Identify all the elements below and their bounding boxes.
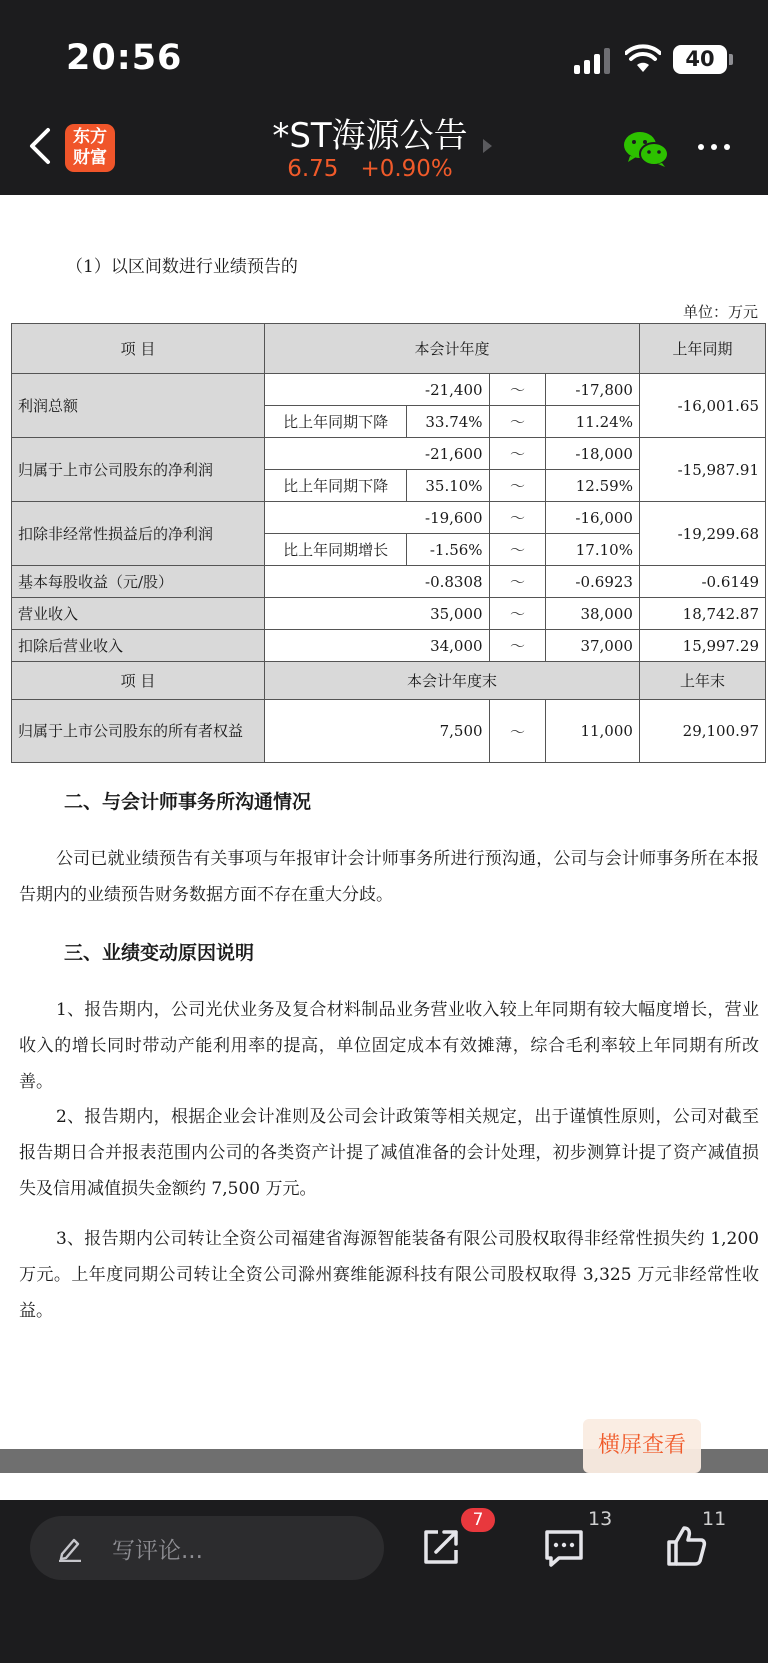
- top-bar: [0, 0, 768, 195]
- forecast-subheading: （1）以区间数进行业绩预告的: [66, 257, 298, 277]
- cell-tilde: ～: [489, 630, 546, 662]
- cell-high: -17,800: [546, 374, 640, 406]
- bottom-action-bar: [0, 1500, 768, 1663]
- cell-tilde: ～: [489, 700, 546, 763]
- cell-sub-label: 比上年同期下降: [265, 406, 407, 438]
- cell-sub-high: 17.10%: [546, 534, 640, 566]
- section-3-paragraph-2: 2、报告期内，根据企业会计准则及公司会计政策等相关规定，出于谨慎性原则，公司对截至报告期日合并报表范围内公司的各类资产计提了减值准备的会计处理，初步测算计提了资产减值损失及信用减值损失金额约 7,500 万元。: [19, 1107, 759, 1199]
- cell-prior: 18,742.87: [639, 598, 765, 630]
- header-item: 项 目: [12, 324, 265, 374]
- cell-high: -0.6923: [546, 566, 640, 598]
- cell-low: -0.8308: [265, 566, 490, 598]
- cell-low: -21,600: [265, 438, 490, 470]
- cell-low: 7,500: [265, 700, 490, 763]
- cell-prior: -16,001.65: [639, 374, 765, 438]
- logo-line-2: 财富: [73, 148, 107, 168]
- table-header-row-2: [12, 662, 766, 700]
- performance-forecast-table: [11, 323, 766, 763]
- cell-high: 38,000: [546, 598, 640, 630]
- cell-low: -21,400: [265, 374, 490, 406]
- section-2-paragraph: 公司已就业绩预告有关事项与年报审计会计师事务所进行预沟通，公司与会计师事务所在本报告期内的业绩预告财务数据方面不存在重大分歧。: [19, 849, 759, 905]
- wifi-icon: [625, 44, 661, 74]
- table-row: [12, 700, 766, 763]
- stock-price: 6.75: [287, 156, 339, 182]
- wechat-icon[interactable]: [622, 129, 670, 169]
- cell-sub-label: 比上年同期下降: [265, 470, 407, 502]
- page-title[interactable]: *ST海源公告: [272, 116, 468, 156]
- pencil-icon: [56, 1534, 84, 1562]
- cell-tilde: ～: [489, 566, 546, 598]
- share-badge: 7: [461, 1508, 495, 1532]
- app-logo: [65, 124, 115, 172]
- cell-low: 35,000: [265, 598, 490, 630]
- comment-placeholder: 写评论...: [112, 1538, 203, 1564]
- landscape-view-button[interactable]: 横屏查看: [583, 1419, 701, 1473]
- row-label: 营业收入: [12, 598, 265, 630]
- cell-tilde: ～: [489, 534, 546, 566]
- table-row: [12, 598, 766, 630]
- battery-indicator: 40: [673, 45, 727, 74]
- cell-low: -19,600: [265, 502, 490, 534]
- cell-low: 34,000: [265, 630, 490, 662]
- header-item-2: 项 目: [12, 662, 265, 700]
- cell-high: -16,000: [546, 502, 640, 534]
- like-count: 11: [702, 1508, 727, 1530]
- comment-count: 13: [588, 1508, 613, 1530]
- table-row: [12, 566, 766, 598]
- back-icon[interactable]: [26, 126, 54, 166]
- cell-tilde: ～: [489, 406, 546, 438]
- stock-change: +0.90%: [360, 156, 453, 182]
- cell-tilde: ～: [489, 598, 546, 630]
- row-label: 基本每股收益（元/股）: [12, 566, 265, 598]
- row-label: 归属于上市公司股东的净利润: [12, 438, 265, 502]
- table-row: [12, 502, 766, 534]
- row-label: 扣除后营业收入: [12, 630, 265, 662]
- row-label: 利润总额: [12, 374, 265, 438]
- share-icon[interactable]: [420, 1526, 462, 1568]
- cell-prior: -0.6149: [639, 566, 765, 598]
- section-3-paragraph-3: 3、报告期内公司转让全资公司福建省海源智能装备有限公司股权取得非经常性损失约 1,200 万元。上年度同期公司转让全资公司滁州赛维能源科技有限公司股权取得 3,325 万元非经常性收益。: [19, 1229, 759, 1321]
- more-icon[interactable]: [698, 142, 734, 152]
- cell-high: -18,000: [546, 438, 640, 470]
- cell-tilde: ～: [489, 470, 546, 502]
- cell-prior: -19,299.68: [639, 502, 765, 566]
- cell-sub-low: -1.56%: [407, 534, 489, 566]
- title-caret-icon: [483, 139, 492, 153]
- message-icon[interactable]: [543, 1528, 585, 1568]
- cell-prior: 15,997.29: [639, 630, 765, 662]
- table-row: [12, 438, 766, 470]
- cell-high: 11,000: [546, 700, 640, 763]
- status-time: 20:56: [66, 38, 183, 78]
- unit-label: 单位：万元: [682, 303, 758, 321]
- header-prior-year-end: 上年末: [639, 662, 765, 700]
- header-year-end: 本会计年度末: [265, 662, 640, 700]
- section-3-title: 三、业绩变动原因说明: [64, 942, 255, 964]
- cell-sub-label: 比上年同期增长: [265, 534, 407, 566]
- header-prior-year: 上年同期: [639, 324, 765, 374]
- cell-sub-high: 11.24%: [546, 406, 640, 438]
- cell-tilde: ～: [489, 374, 546, 406]
- cell-sub-low: 33.74%: [407, 406, 489, 438]
- cell-prior: 29,100.97: [639, 700, 765, 763]
- row-label: 归属于上市公司股东的所有者权益: [12, 700, 265, 763]
- cell-sub-high: 12.59%: [546, 470, 640, 502]
- table-row: [12, 374, 766, 406]
- section-2-title: 二、与会计师事务所沟通情况: [64, 791, 312, 813]
- thumbs-up-icon[interactable]: [665, 1524, 707, 1568]
- table-row: [12, 630, 766, 662]
- logo-line-1: 东方: [73, 127, 107, 147]
- battery-tip: [729, 54, 733, 65]
- comment-input[interactable]: [30, 1516, 384, 1580]
- table-header-row: [12, 324, 766, 374]
- section-3-paragraph-1: 1、报告期内，公司光伏业务及复合材料制品业务营业收入较上年同期有较大幅度增长，营业收入的增长同时带动产能利用率的提高，单位固定成本有效摊薄，综合毛利率较上年同期有所改善。: [19, 1000, 759, 1092]
- cell-sub-low: 35.10%: [407, 470, 489, 502]
- cell-prior: -15,987.91: [639, 438, 765, 502]
- cell-tilde: ～: [489, 438, 546, 470]
- cellular-signal-icon: [574, 48, 612, 74]
- header-current-year: 本会计年度: [265, 324, 640, 374]
- cell-tilde: ～: [489, 502, 546, 534]
- cell-high: 37,000: [546, 630, 640, 662]
- row-label: 扣除非经常性损益后的净利润: [12, 502, 265, 566]
- stock-quote: [200, 156, 540, 182]
